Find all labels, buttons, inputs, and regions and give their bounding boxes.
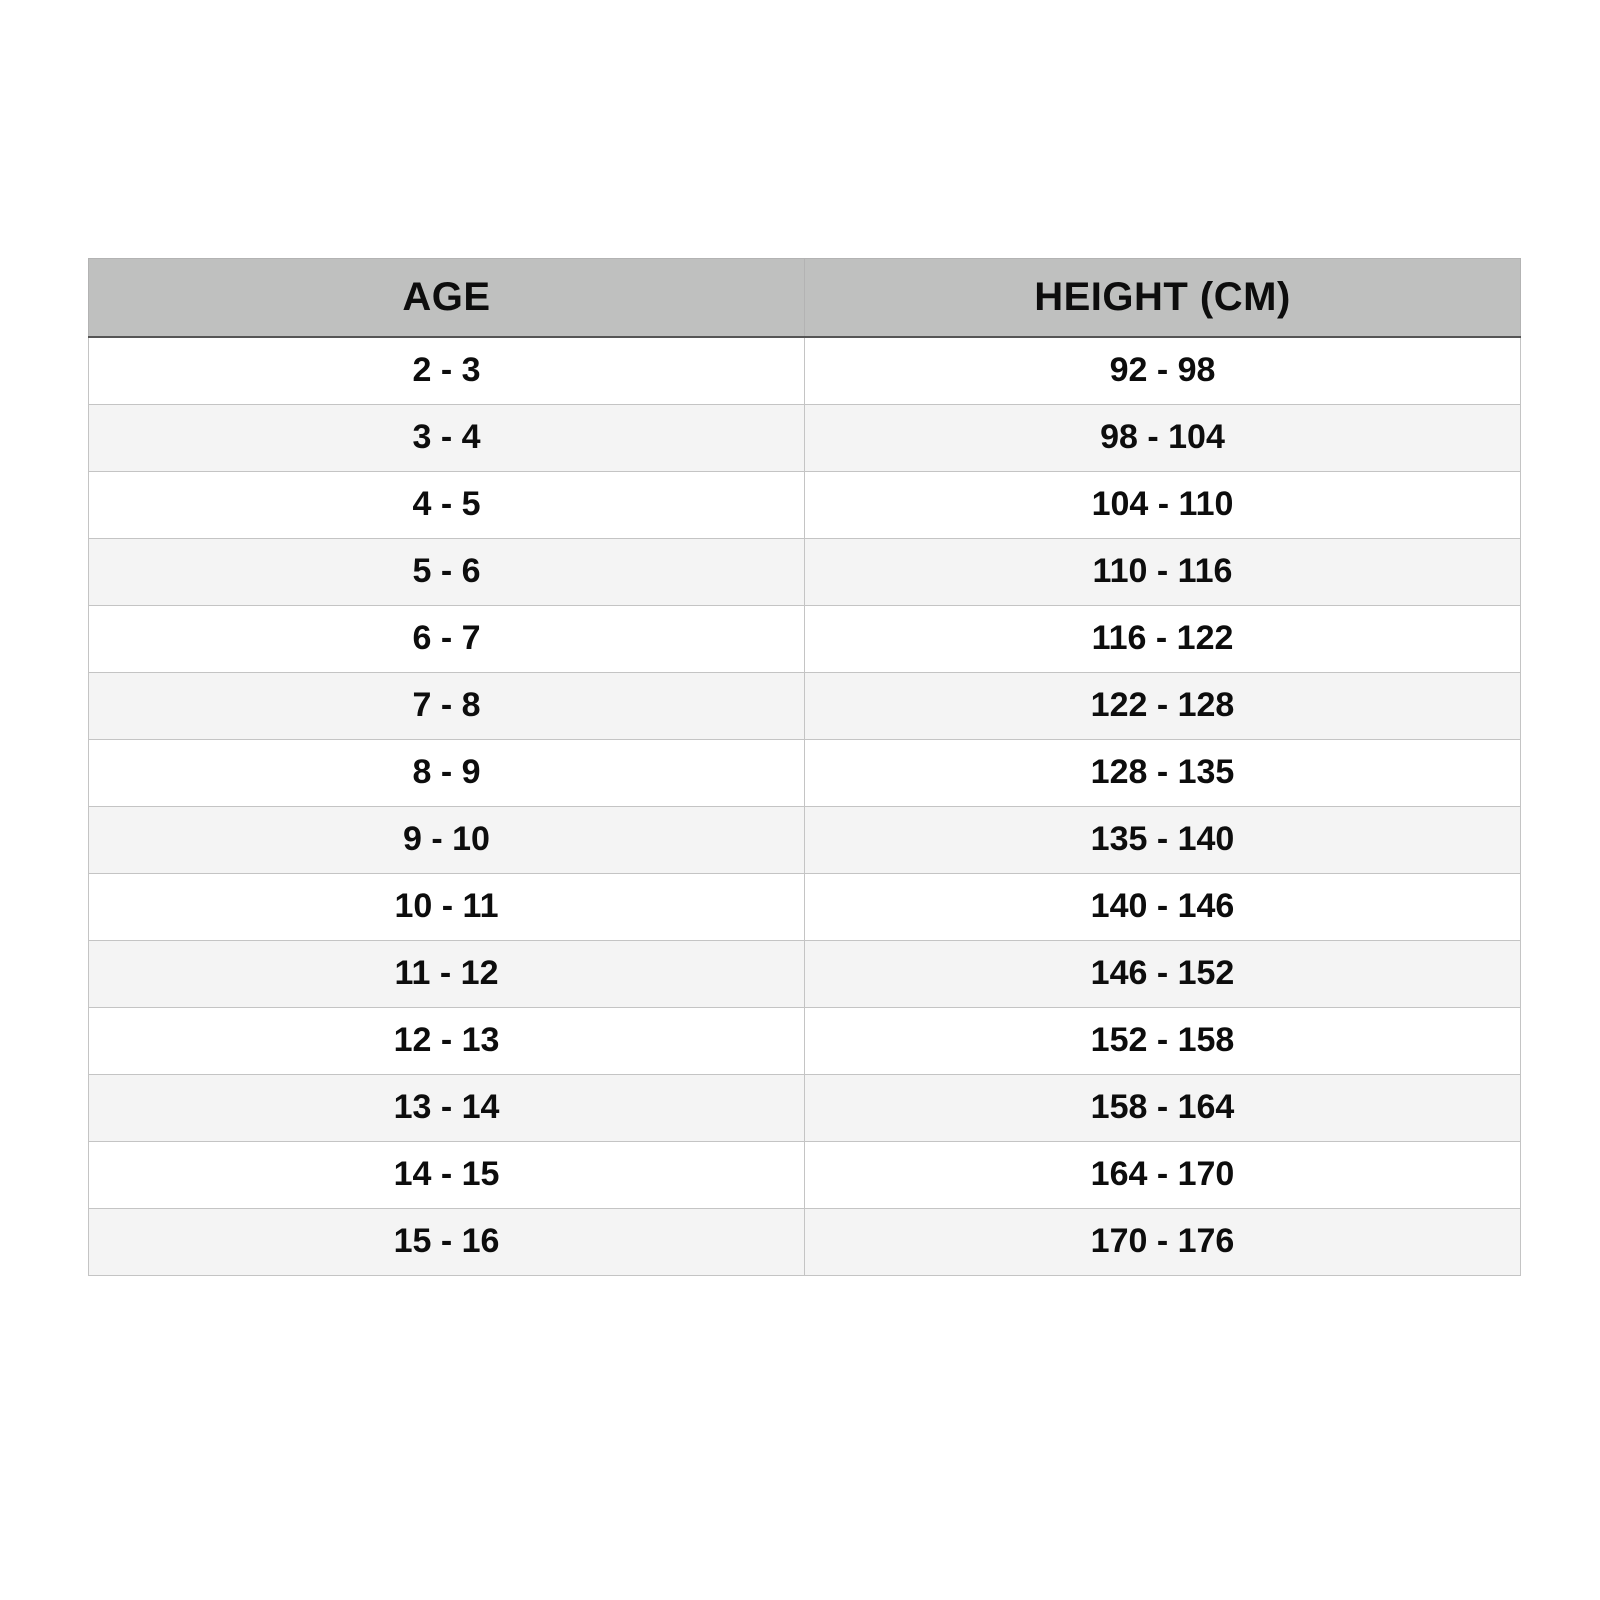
age-cell: 6 - 7 [89, 605, 805, 672]
size-chart-table [88, 258, 1521, 1276]
height-cell: 170 - 176 [805, 1208, 1521, 1275]
age-cell: 7 - 8 [89, 672, 805, 739]
height-cell: 135 - 140 [805, 806, 1521, 873]
height-cell: 92 - 98 [805, 337, 1521, 404]
age-cell: 15 - 16 [89, 1208, 805, 1275]
table-row [89, 940, 1521, 1007]
table-row [89, 873, 1521, 940]
age-cell: 5 - 6 [89, 538, 805, 605]
height-cell: 128 - 135 [805, 739, 1521, 806]
header-row [89, 259, 1521, 338]
table-row [89, 1007, 1521, 1074]
age-cell: 14 - 15 [89, 1141, 805, 1208]
age-cell: 8 - 9 [89, 739, 805, 806]
height-cell: 152 - 158 [805, 1007, 1521, 1074]
table-row [89, 404, 1521, 471]
age-cell: 4 - 5 [89, 471, 805, 538]
table-row [89, 1208, 1521, 1275]
table-row [89, 471, 1521, 538]
header-age: AGE [89, 259, 805, 338]
age-cell: 9 - 10 [89, 806, 805, 873]
height-cell: 164 - 170 [805, 1141, 1521, 1208]
height-cell: 110 - 116 [805, 538, 1521, 605]
table-row [89, 538, 1521, 605]
age-cell: 11 - 12 [89, 940, 805, 1007]
height-cell: 104 - 110 [805, 471, 1521, 538]
height-cell: 116 - 122 [805, 605, 1521, 672]
height-cell: 122 - 128 [805, 672, 1521, 739]
height-cell: 158 - 164 [805, 1074, 1521, 1141]
table-row [89, 806, 1521, 873]
age-cell: 3 - 4 [89, 404, 805, 471]
height-cell: 140 - 146 [805, 873, 1521, 940]
table-row [89, 337, 1521, 404]
header-height: HEIGHT (CM) [805, 259, 1521, 338]
table-body [89, 337, 1521, 1275]
age-cell: 10 - 11 [89, 873, 805, 940]
table-row [89, 1141, 1521, 1208]
table-row [89, 672, 1521, 739]
table-header [89, 259, 1521, 338]
table-row [89, 605, 1521, 672]
table-row [89, 1074, 1521, 1141]
height-cell: 146 - 152 [805, 940, 1521, 1007]
age-cell: 2 - 3 [89, 337, 805, 404]
age-cell: 13 - 14 [89, 1074, 805, 1141]
age-cell: 12 - 13 [89, 1007, 805, 1074]
height-cell: 98 - 104 [805, 404, 1521, 471]
table-row [89, 739, 1521, 806]
